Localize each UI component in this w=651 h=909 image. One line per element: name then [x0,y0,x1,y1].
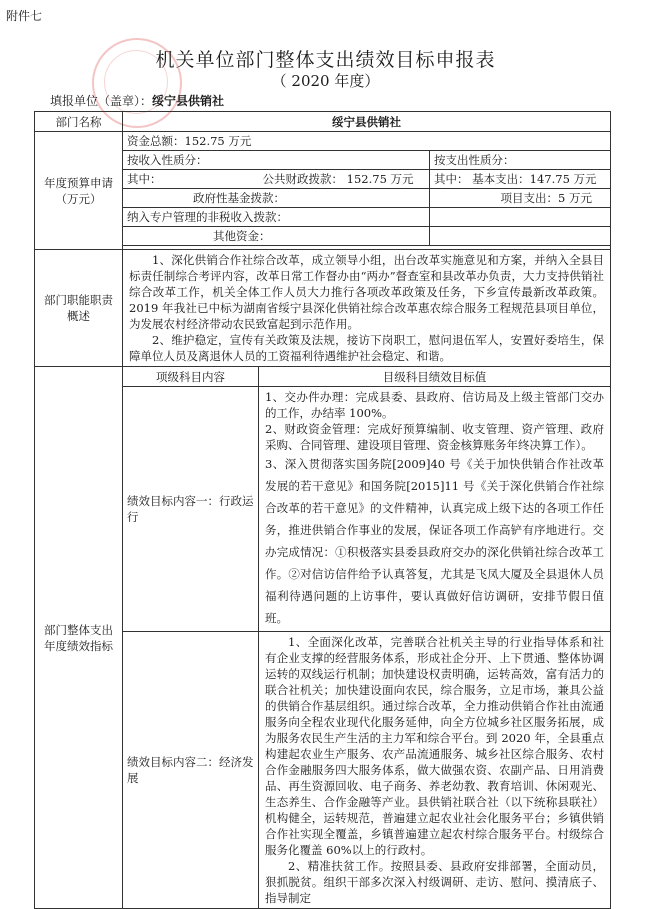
page-title: 机关单位部门整体支出绩效目标申报表 [155,49,496,71]
dept-value: 绥宁县供销社 [123,112,611,132]
budget-basic-expense: 其中： 基本支出：147.75 万元 [430,170,611,189]
filler-label: 填报单位（盖章）： [50,94,153,108]
dept-label: 部门名称 [35,112,123,132]
functions-text [123,250,611,367]
goal-2-name: 绩效目标内容二：经济发展 [123,632,259,909]
goal-1-item-1: 1、交办件办理：完成县委、县政府、信访局及上级主管部门交办的工作，办结率 100%。 [265,390,605,420]
budget-blank-1 [430,208,611,227]
goal-1-name: 绩效目标内容一：行政运行 [123,387,259,632]
performance-table [34,111,611,909]
functions-paragraph-1: 1、深化供销合作社综合改革，成立领导小组，出台改革实施意见和方案，并纳入全县目标责任制综合考评内容，改革日常工作督办由“两办”督查室和县改革办负责，大力支持供销社综合改革工作，机关全体工作人员大力推行各项改革政策及任务，下乡宣传最新改革政策。2019 年我社已中标为湖南省绥宁县深化供销社综合改革惠农综合服务工程规范县项目单位，为发展农村经济带动农民致富起到示范作用。 [129,253,605,331]
budget-total: 资金总额：152.75 万元 [123,132,611,151]
filler-unit [50,92,224,109]
budget-other: 其他资金： [123,227,430,246]
goal-2-item-2: 2、精准扶贫工作。按照县委、县政府安排部署，全面动员，狠抓脱贫。组织干部多次深入村级调研、走访、慰问、摸清底子、指导制定 [265,859,605,905]
budget-label: 年度预算申请（万元） [35,132,123,250]
budget-blank-2 [430,227,611,246]
filler-value: 绥宁县供销社 [152,94,225,108]
goal-2-text [259,632,611,909]
goal-1-item-3: 3、深入贯彻落实国务院[2009]40 号《关于加快供销合作社改革发展的若干意见》和国务院[2015]11 号《关于深化供销合作社综合改革的若干意见》的文件精神，认真完成上级下达的各项工作任务，推进供销合作事业的发展，保证各项工作高铲有序地进行。交办完成情况：①积极落实县委县政府交办的深化供销社综合改革工作。②对信访信件给予认真答复，尤其是飞凤大厦及全县退休人员福利待遇问题的上访事件，要认真做好信访调研，安排节假日值班。 [265,457,605,625]
col-item-header: 项级科目内容 [123,367,259,387]
budget-gov-fund: 政府性基金拨款： [123,189,430,208]
col-value-header: 目级科目绩效目标值 [259,367,611,387]
budget-by-source: 按收入性质分： [123,151,430,170]
functions-paragraph-2: 2、维护稳定，宣传有关政策及法规，接访下岗职工，慰问退伍军人，安置好委培生，保障单位人员及离退休人员的工资福利待遇维护社会稳定、和谐。 [129,333,605,363]
perf-label: 部门整体支出年度绩效指标 [35,367,123,909]
goal-1-text [259,387,611,632]
attachment-label: 附件七 [6,9,43,23]
budget-project-expense: 项目支出：5 万元 [430,189,611,208]
goal-1-item-2: 2、财政资金管理：完成好预算编制、收支管理、资产管理、政府采购、合同管理、建设项目管理、资金核算账务年终决算工作）。 [265,422,605,452]
budget-of-which: 其中： [123,170,259,189]
goal-2-item-1: 1、全面深化改革，完善联合社机关主导的行业指导体系和社有企业支撑的经营服务体系，形成社企分开、上下贯通、整体协调运转的双线运行机制；加快建设权责明确，运转高效，富有活力的联合社机关；加快建设面向农民，综合服务，立足市场，兼具公益的供销合作基层组织。通过综合改革，全力推动供销合作社由流通服务向全程农业现代化服务延伸，向全方位城乡社区服务拓展，成为服务农民生产生活的主力军和综合平台。到 2020 年，全县重点构建起农业生产服务、农产品流通服务、城乡社区综合服务、农村合作金融服务四大服务体系，做大做强农资、农副产品、日用消费品、再生资源回收、电子商务、养老幼教、教育培训、休闲观光、生态养生、合作金融等产业。县供销社联合社（以下统称县联社）机构健全，运转规范，普遍建立起农业社会化服务平台；乡镇供销合作社实现全覆盖，乡镇普遍建立起农村综合服务平台。村级综合服务化覆盖 60%以上的行政村。 [265,635,605,857]
budget-public-fiscal: 公共财政拨款： 152.75 万元 [259,170,430,189]
page-subtitle: （ 2020 年度） [271,72,380,90]
budget-by-expense: 按支出性质分： [430,151,611,170]
budget-non-tax: 纳入专户管理的非税收入拨款： [123,208,430,227]
functions-label: 部门职能职责概述 [35,250,123,367]
